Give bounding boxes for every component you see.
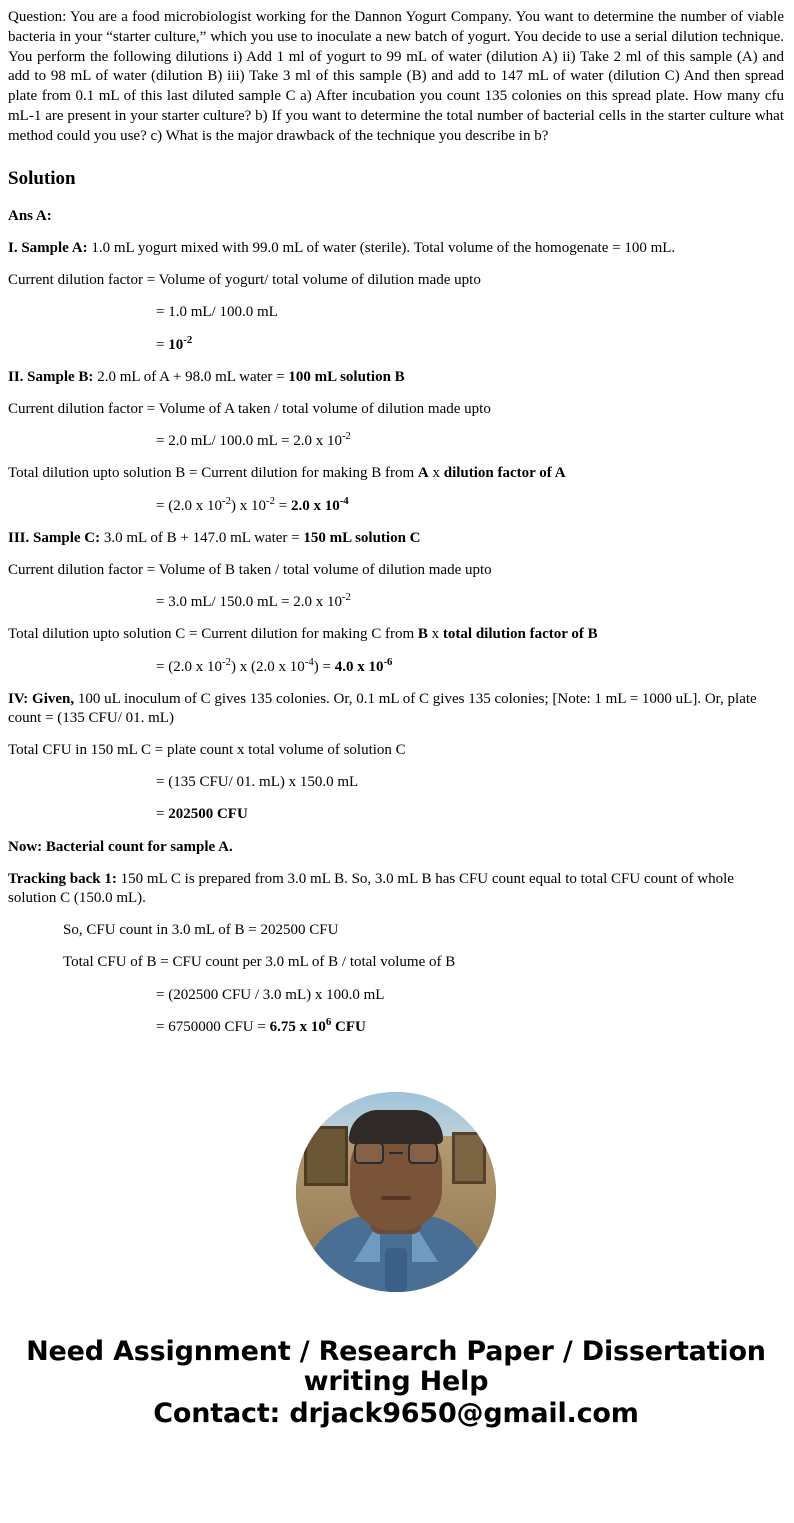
sample-c-line: III. Sample C: 3.0 mL of B + 147.0 mL water = 150 mL solution C — [8, 529, 421, 546]
avatar-background-frame-right — [452, 1132, 486, 1184]
avatar-glasses-bridge — [389, 1152, 403, 1154]
sample-b-calc-2: = (2.0 x $10^{-2}$) x $10^{-2} = 2.0$ x $10^{-4}$ — [156, 494, 349, 514]
footer-contact: Contact: drjack9650@gmail.com — [153, 1398, 639, 1430]
sample-c-calc-1: = 3.0 mL/ 150.0 mL = 2.0 x $10^{-2}$ — [156, 591, 351, 611]
question-paragraph: Question: You are a food microbiologist working for the Dannon Yogurt Company. You want to determine the number of viable bacteria in your “starter culture,” which you use to inoculate a new batch of yogurt. You decide to use a serial dilution technique. You perform the following dilutions i) Add 1 ml of yogurt to 99 mL of water (dilution A) ii) Take 2 ml of this sample (A) and add to 98 mL of water (dilution B) iii) Take 3 ml of this sample (B) and add to 147 mL of water (dilution C) And then spread plate from 0.1 mL of this last diluted sample C a) After incubation you count 135 colonies on this spread plate. How many cfu mL-1 are present in your starter culture? b) If you want to determine the total number of bacterial cells in the starter culture what method could you use? c) What is the major drawback of the technique you describe in b? — [8, 9, 784, 144]
avatar-tie — [385, 1248, 407, 1292]
given-label: IV: Given, — [8, 690, 75, 707]
given-text: 100 uL inoculum of C gives 135 colonies. Or, 0.1 mL of C gives 135 colonies; [Note: 1 mL = 1000 uL]. Or, plate count = (135 CFU/ 01. mL) — [8, 690, 757, 726]
sample-b-line: II. Sample B: 2.0 mL of A + 98.0 mL water = 100 mL solution B — [8, 368, 405, 385]
now-line: Now: Bacterial count for sample A. — [8, 838, 233, 855]
sample-a-label: I. Sample A: — [8, 240, 88, 257]
solution-heading: Solution — [8, 167, 76, 189]
footer-line-1: Need Assignment / Research Paper / Dissertation — [26, 1335, 766, 1367]
tracking-calc-2: = 6750000 CFU = 6.75 x $10^6$ CFU — [156, 1015, 366, 1035]
footer-promo — [8, 1337, 784, 1430]
sample-a-calc-1: = 1.0 mL/ 100.0 mL — [156, 304, 278, 321]
given-calc-2: = 202500 CFU — [156, 806, 248, 823]
sample-b-total-line: Total dilution upto solution B = Current dilution for making B from A x dilution factor of A — [8, 465, 566, 482]
avatar-background-frame-left — [304, 1126, 348, 1186]
sample-b-text: 2.0 mL of A + 98.0 mL water = — [97, 368, 289, 385]
sample-a-dilution-line: Current dilution factor = Volume of yogurt/ total volume of dilution made upto — [8, 272, 481, 289]
given-calc-1: = (135 CFU/ 01. mL) x 150.0 mL — [156, 774, 359, 791]
sample-a-calc-2: = $10^{-2}$ — [156, 333, 193, 353]
sample-b-dilution-line: Current dilution factor = Volume of A taken / total volume of dilution made upto — [8, 401, 491, 418]
tracking-text: 150 mL C is prepared from 3.0 mL B. So, 3.0 mL B has CFU count equal to total CFU count of whole solution C (150.0 mL). — [8, 870, 734, 907]
answer-label: Ans A: — [8, 207, 52, 224]
sample-c-total-line: Total dilution upto solution C = Current dilution for making C from B x total dilution factor of B — [8, 626, 598, 643]
tracking-sub-2: Total CFU of B = CFU count per 3.0 mL of B / total volume of B — [63, 954, 456, 971]
avatar-mouth — [381, 1196, 411, 1200]
sample-b-label: II. Sample B: — [8, 368, 94, 385]
tracking-calc-1: = (202500 CFU / 3.0 mL) x 100.0 mL — [156, 986, 385, 1003]
sample-c-label: III. Sample C: — [8, 529, 101, 546]
avatar-glasses-right — [408, 1142, 438, 1164]
tracking-label: Tracking back 1: — [8, 870, 117, 887]
tracking-line — [8, 870, 784, 908]
avatar-hair — [349, 1110, 443, 1144]
sample-c-dilution-line: Current dilution factor = Volume of B taken / total volume of dilution made upto — [8, 561, 492, 578]
sample-c-text: 3.0 mL of B + 147.0 mL water = — [103, 529, 304, 546]
avatar — [296, 1092, 496, 1292]
given-line — [8, 690, 784, 728]
sample-a-text: 1.0 mL yogurt mixed with 99.0 mL of water (sterile). Total volume of the homogenate = 100 mL. — [91, 240, 676, 257]
tracking-sub-1: So, CFU count in 3.0 mL of B = 202500 CFU — [63, 922, 339, 939]
avatar-container — [8, 1092, 784, 1292]
footer-line-2: writing Help — [303, 1366, 489, 1398]
sample-c-calc-2: = (2.0 x $10^{-2}$) x (2.0 x $10^{-4}) = 4.0$ x $10^{-6}$ — [156, 655, 393, 675]
avatar-glasses-left — [354, 1142, 384, 1164]
given-total-line: Total CFU in 150 mL C = plate count x total volume of solution C — [8, 742, 406, 759]
sample-a-line — [8, 239, 784, 258]
sample-b-calc-1: = 2.0 mL/ 100.0 mL = 2.0 x $10^{-2}$ — [156, 430, 351, 450]
